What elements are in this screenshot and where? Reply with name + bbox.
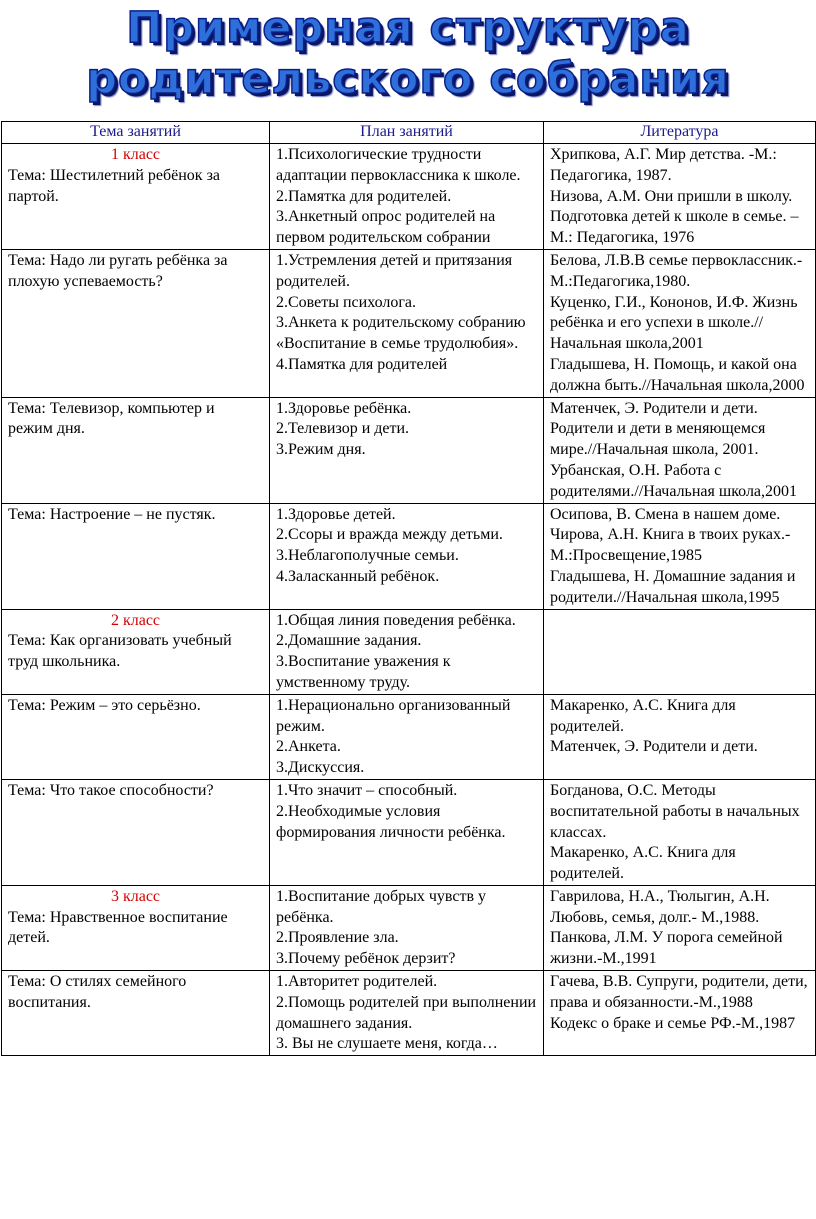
topic-text: Тема: Телевизор, компьютер и режим дня.	[8, 399, 215, 438]
plan-cell	[270, 609, 544, 694]
plan-cell	[270, 694, 544, 779]
plan-item: 3.Дискуссия.	[276, 759, 365, 777]
header-topic: Тема занятий	[2, 122, 270, 144]
table-row	[2, 779, 816, 885]
literature-cell	[544, 779, 816, 885]
literature-cell	[544, 249, 816, 397]
plan-item: 3.Почему ребёнок дерзит?	[276, 950, 456, 968]
topic-text: Тема: Надо ли ругать ребёнка за плохую успеваемость?	[8, 251, 228, 290]
table-row	[2, 397, 816, 503]
topic-text: Тема: Что такое способности?	[8, 781, 214, 799]
plan-cell	[270, 397, 544, 503]
plan-cell	[270, 971, 544, 1056]
plan-cell	[270, 779, 544, 885]
topic-text: Тема: Шестилетний ребёнок за партой.	[8, 166, 220, 205]
topic-text: Тема: Режим – это серьёзно.	[8, 696, 201, 714]
plan-item: 3.Анкета к родительскому собранию «Воспитание в семье трудолюбия».	[276, 314, 526, 353]
literature-item: Осипова, В. Смена в нашем доме.	[550, 505, 781, 523]
grade-label: 2 класс	[110, 611, 161, 629]
literature-item: Богданова, О.С. Методы воспитательной работы в начальных классах.	[550, 781, 800, 841]
plan-item: 1.Общая линия поведения ребёнка.	[276, 611, 516, 629]
grade-label: 3 класс	[110, 887, 161, 905]
plan-item: 4.Заласканный ребёнок.	[276, 567, 440, 585]
literature-item: Чирова, А.Н. Книга в твоих руках.-М.:Просвещение,1985	[550, 526, 791, 565]
plan-item: 1.Устремления детей и притязания родителей.	[276, 251, 513, 290]
literature-item: Урбанская, О.Н. Работа с родителями.//Начальная школа,2001	[550, 461, 798, 500]
plan-item: 2.Помощь родителей при выполнении домашнего задания.	[276, 993, 537, 1032]
plan-item: 2.Проявление зла.	[276, 929, 399, 947]
topic-cell	[2, 249, 270, 397]
plan-item: 1.Авторитет родителей.	[276, 973, 438, 991]
plan-cell	[270, 885, 544, 970]
topic-cell	[2, 397, 270, 503]
literature-cell	[544, 503, 816, 609]
table-row	[2, 694, 816, 779]
table-row	[2, 144, 816, 250]
topic-cell	[2, 144, 270, 250]
plan-item: 3.Режим дня.	[276, 441, 366, 459]
literature-item: Куценко, Г.И., Кононов, И.Ф. Жизнь ребёнка и его успехи в школе.//Начальная школа,2001	[550, 293, 798, 353]
literature-item: Низова, А.М. Они пришли в школу. Подготовка детей к школе в семье. –М.: Педагогика, 1976	[550, 187, 799, 247]
table-row	[2, 609, 816, 694]
table-header-row	[2, 122, 816, 144]
plan-item: 2.Домашние задания.	[276, 632, 422, 650]
plan-item: 2.Советы психолога.	[276, 293, 417, 311]
plan-item: 1.Воспитание добрых чувств у ребёнка.	[276, 887, 486, 926]
plan-item: 2.Ссоры и вражда между детьми.	[276, 526, 503, 544]
literature-item: Матенчек, Э. Родители и дети. Родители и дети в меняющемся мире.//Начальная школа, 2001.	[550, 399, 766, 459]
literature-item: Гладышева, Н. Домашние задания и родители.//Начальная школа,1995	[550, 567, 796, 606]
plan-item: 1.Здоровье детей.	[276, 505, 396, 523]
plan-cell	[270, 249, 544, 397]
plan-item: 1.Здоровье ребёнка.	[276, 399, 412, 417]
topic-cell	[2, 779, 270, 885]
plan-item: 1.Что значит – способный.	[276, 781, 458, 799]
topic-cell	[2, 503, 270, 609]
plan-item: 1.Психологические трудности адаптации первоклассника к школе.	[276, 146, 521, 184]
literature-item: Панкова, Л.М. У порога семейной жизни.-М.,1991	[550, 929, 783, 968]
topic-cell	[2, 609, 270, 694]
topic-text: Тема: Как организовать учебный труд школьника.	[8, 632, 232, 671]
topic-text: Тема: Нравственное воспитание детей.	[8, 908, 228, 947]
literature-item: Гладышева, Н. Помощь, и какой она должна быть.//Начальная школа,2000	[550, 355, 805, 394]
literature-cell	[544, 397, 816, 503]
table-row	[2, 885, 816, 970]
table-row	[2, 249, 816, 397]
plan-item: 3. Вы не слушаете меня, когда…	[276, 1035, 498, 1053]
topic-cell	[2, 971, 270, 1056]
plan-item: 2.Анкета.	[276, 738, 341, 756]
plan-cell	[270, 503, 544, 609]
literature-item: Хрипкова, А.Г. Мир детства. -М.: Педагогика, 1987.	[550, 146, 777, 184]
literature-cell	[544, 609, 816, 694]
plan-cell	[270, 144, 544, 250]
literature-item: Белова, Л.В.В семье первоклассник.-М.:Педагогика,1980.	[550, 251, 803, 290]
literature-item: Кодекс о браке и семье РФ.-М.,1987	[550, 1014, 796, 1032]
header-plan: План занятий	[270, 122, 544, 144]
plan-item: 2.Телевизор и дети.	[276, 420, 410, 438]
header-literature: Литература	[544, 122, 816, 144]
table-row	[2, 971, 816, 1056]
table-row	[2, 503, 816, 609]
plan-item: 3.Анкетный опрос родителей на первом родительском собрании	[276, 208, 496, 247]
plan-item: 1.Нерационально организованный режим.	[276, 696, 511, 735]
literature-item: Гаврилова, Н.А., Тюлыгин, А.Н. Любовь, семья, долг.- М.,1988.	[550, 887, 770, 926]
literature-item: Макаренко, А.С. Книга для родителей.	[550, 696, 736, 735]
literature-cell	[544, 971, 816, 1056]
plan-item: 2.Памятка для родителей.	[276, 187, 452, 205]
literature-cell	[544, 885, 816, 970]
topic-cell	[2, 694, 270, 779]
literature-cell	[544, 694, 816, 779]
literature-item: Матенчек, Э. Родители и дети.	[550, 738, 758, 756]
topic-text: Тема: Настроение – не пустяк.	[8, 505, 216, 523]
page-title-line-1: Примерная структура	[126, 3, 690, 53]
topic-cell	[2, 885, 270, 970]
page-title-line-2: родительского собрания	[86, 54, 730, 104]
grade-label: 1 класс	[110, 146, 161, 163]
meeting-structure-table	[1, 121, 816, 1056]
plan-item: 3.Неблагополучные семьи.	[276, 547, 459, 565]
plan-item: 2.Необходимые условия формирования личности ребёнка.	[276, 802, 506, 841]
plan-item: 3.Воспитание уважения к умственному труду.	[276, 653, 451, 691]
plan-item: 4.Памятка для родителей	[276, 355, 448, 373]
literature-item: Макаренко, А.С. Книга для родителей.	[550, 844, 736, 883]
topic-text: Тема: О стилях семейного воспитания.	[8, 973, 187, 1011]
literature-cell	[544, 144, 816, 250]
literature-item: Гачева, В.В. Супруги, родители, дети, права и обязанности.-М.,1988	[550, 973, 808, 1011]
